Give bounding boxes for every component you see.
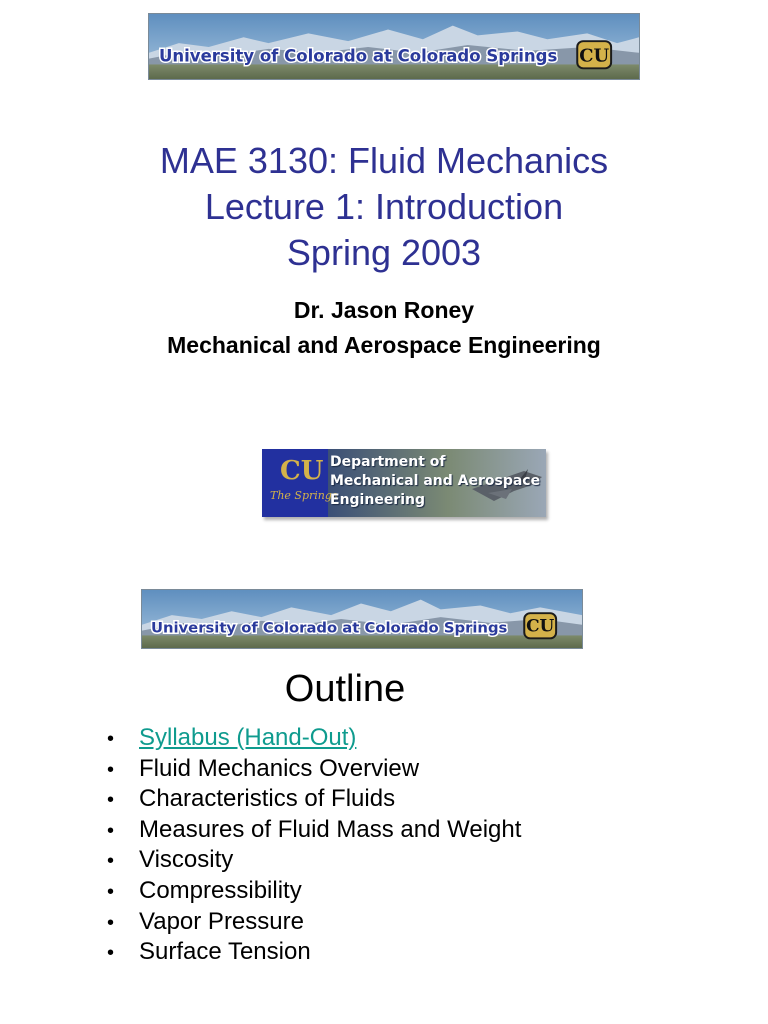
bullet-icon: • bbox=[107, 850, 115, 873]
outline-item[interactable] bbox=[107, 723, 521, 754]
bullet-icon: • bbox=[107, 942, 115, 965]
outline-item bbox=[107, 907, 521, 938]
outline-item-label: Vapor Pressure bbox=[139, 907, 304, 935]
author-department: Mechanical and Aerospace Engineering bbox=[167, 332, 601, 358]
outline-item-label: Fluid Mechanics Overview bbox=[139, 754, 420, 782]
outline-item bbox=[107, 845, 521, 876]
cu-logo-icon bbox=[524, 613, 556, 638]
cu-logo-text-2: CU bbox=[526, 615, 555, 636]
outline-list bbox=[107, 723, 521, 968]
bullet-icon: • bbox=[107, 911, 115, 934]
outline-item bbox=[107, 815, 521, 846]
university-banner-top bbox=[148, 13, 640, 80]
outline-heading: Outline bbox=[284, 668, 406, 710]
author-name: Dr. Jason Roney bbox=[293, 297, 475, 323]
mountain-banner-image-2 bbox=[142, 590, 582, 648]
banner-text: University of Colorado at Colorado Springs bbox=[158, 45, 558, 66]
outline-item bbox=[107, 754, 521, 785]
outline-item bbox=[107, 937, 521, 968]
bullet-icon: • bbox=[107, 880, 115, 903]
bullet-icon: • bbox=[107, 728, 115, 750]
department-logo bbox=[262, 449, 546, 517]
dept-logo-line-1: Department of bbox=[330, 454, 446, 470]
university-banner-outline bbox=[141, 589, 583, 649]
lecture-title-topic: Lecture 1: Introduction bbox=[204, 186, 564, 227]
dept-logo-line-3: Engineering bbox=[330, 492, 425, 508]
outline-item-label: Surface Tension bbox=[139, 938, 311, 966]
cu-logo-icon bbox=[577, 41, 611, 68]
bullet-icon: • bbox=[107, 789, 115, 812]
dept-logo-springs: The Springs bbox=[270, 489, 338, 502]
syllabus-link[interactable]: Syllabus (Hand-Out) bbox=[139, 724, 357, 751]
outline-item-label: Characteristics of Fluids bbox=[139, 785, 396, 813]
outline-item bbox=[107, 876, 521, 907]
cu-logo-text: CU bbox=[579, 45, 610, 67]
outline-item bbox=[107, 784, 521, 815]
outline-item-label: Measures of Fluid Mass and Weight bbox=[139, 815, 522, 843]
bullet-icon: • bbox=[107, 819, 115, 842]
dept-logo-line-2: Mechanical and Aerospace bbox=[330, 473, 541, 489]
lecture-title-course: MAE 3130: Fluid Mechanics bbox=[159, 140, 609, 181]
mountain-banner-image bbox=[149, 14, 639, 79]
outline-item-label: Viscosity bbox=[139, 846, 234, 874]
dept-logo-cu: CU bbox=[280, 456, 324, 486]
outline-item-label: Compressibility bbox=[139, 876, 302, 904]
lecture-title-term: Spring 2003 bbox=[286, 232, 482, 273]
department-logo-text bbox=[330, 453, 540, 510]
banner-text-2: University of Colorado at Colorado Springs bbox=[150, 619, 508, 637]
bullet-icon: • bbox=[107, 758, 115, 781]
